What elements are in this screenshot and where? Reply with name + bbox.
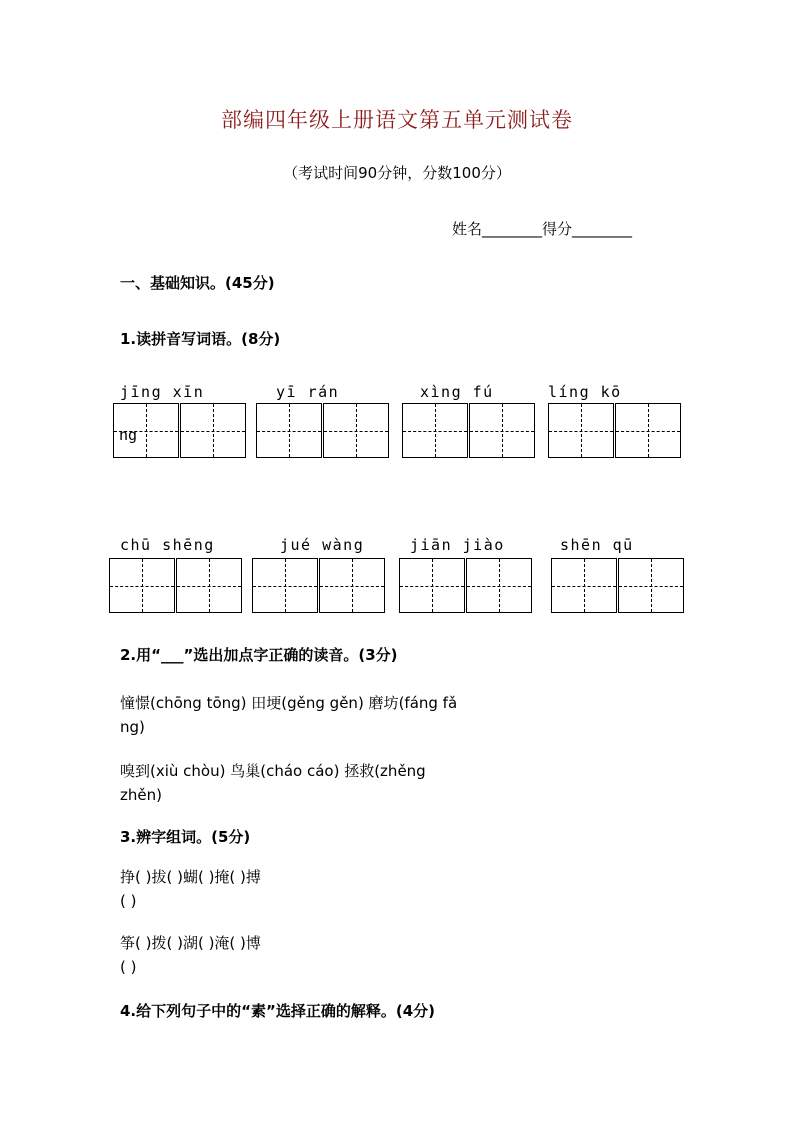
writing-box[interactable] [615, 403, 681, 458]
question-4-heading: 4.给下列句子中的“素”选择正确的解释。(4分) [120, 1002, 436, 1020]
pinyin-label: jīng xīn [120, 383, 205, 401]
q2-line-1-wrap: ng) [120, 718, 145, 736]
q3-line-1-wrap: ( ) [120, 892, 137, 910]
pinyin-label: xìng fú [420, 383, 494, 401]
question-2-heading: 2.用“___”选出加点字正确的读音。(3分) [120, 646, 398, 664]
pinyin-label: jué wàng [280, 536, 365, 554]
name-score-fields: 姓名________得分________ [452, 220, 633, 238]
q3-line-2-wrap: ( ) [120, 958, 137, 976]
question-1-heading: 1.读拼音写词语。(8分) [120, 330, 281, 348]
section-heading-1: 一、基础知识。(45分) [120, 274, 275, 292]
writing-box[interactable] [551, 558, 617, 613]
pinyin-overflow: ng [119, 426, 138, 444]
pinyin-label: chū shēng [120, 536, 215, 554]
q3-line-1: 挣( )拔( )蝴( )掩( )搏 [120, 868, 261, 886]
writing-box[interactable] [466, 558, 532, 613]
writing-box[interactable] [319, 558, 385, 613]
writing-box[interactable] [548, 403, 614, 458]
q2-line-1: 憧憬(chōng tōng) 田埂(gěng gěn) 磨坊(fáng fǎ [120, 694, 458, 712]
writing-box[interactable] [469, 403, 535, 458]
writing-box[interactable] [402, 403, 468, 458]
writing-box[interactable] [176, 558, 242, 613]
writing-box[interactable] [180, 403, 246, 458]
question-3-heading: 3.辨字组词。(5分) [120, 828, 251, 846]
q2-line-2-wrap: zhěn) [120, 786, 162, 804]
pinyin-label: líng kō [548, 383, 622, 401]
writing-box[interactable] [256, 403, 322, 458]
writing-box[interactable] [252, 558, 318, 613]
pinyin-label: yī rán [276, 383, 340, 401]
pinyin-label: jiān jiào [410, 536, 505, 554]
page-title: 部编四年级上册语文第五单元测试卷 [221, 108, 573, 132]
q3-line-2: 筝( )拨( )湖( )淹( )博 [120, 934, 261, 952]
q2-line-2: 嗅到(xiù chòu) 鸟巢(cháo cáo) 拯救(zhěng [120, 762, 426, 780]
exam-info: （考试时间90分钟，分数100分） [283, 164, 511, 182]
writing-box[interactable] [113, 403, 179, 458]
writing-box[interactable] [109, 558, 175, 613]
writing-box[interactable] [618, 558, 684, 613]
pinyin-label: shēn qū [560, 536, 634, 554]
writing-box[interactable] [323, 403, 389, 458]
writing-box[interactable] [399, 558, 465, 613]
